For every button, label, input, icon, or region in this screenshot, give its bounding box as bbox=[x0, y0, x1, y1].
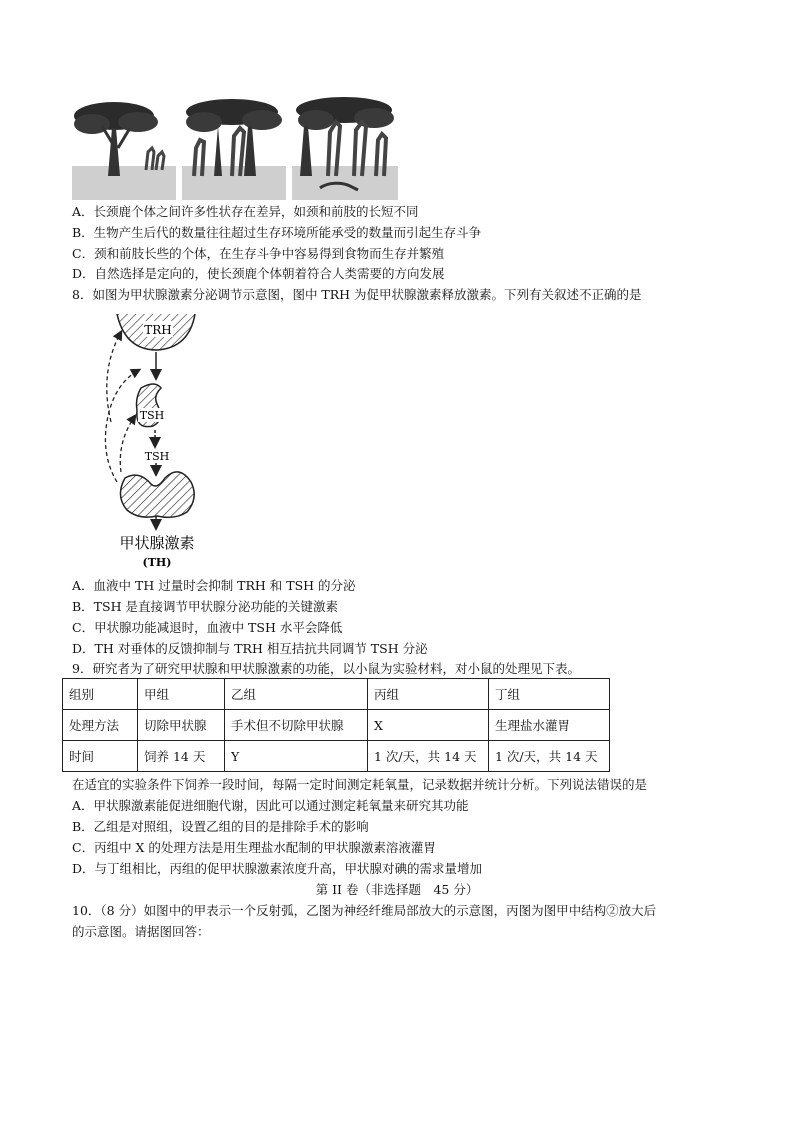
trh-label: TRH bbox=[144, 323, 172, 337]
table-row bbox=[63, 741, 610, 772]
table-cell: 饲养 14 天 bbox=[138, 741, 225, 772]
table-cell: 组别 bbox=[63, 679, 138, 710]
table-cell: 生理盐水灌胃 bbox=[489, 710, 610, 741]
q10-line-1: 10．（8 分）如图中的甲表示一个反射弧，乙图为神经纤维局部放大的示意图，丙图为图甲中结构②放大后 bbox=[72, 903, 657, 918]
table-cell: 丙组 bbox=[368, 679, 489, 710]
q7-option-c: C．颈和前肢长些的个体，在生存斗争中容易得到食物而生存并繁殖 bbox=[72, 246, 445, 261]
giraffe-illustration bbox=[72, 96, 398, 200]
section-title: 第 II 卷（非选择题 45 分） bbox=[315, 882, 479, 897]
q10-line-2: 的示意图。请据图回答： bbox=[72, 924, 210, 939]
table-cell: 处理方法 bbox=[63, 710, 138, 741]
giraffe-panel-2 bbox=[182, 96, 286, 200]
giraffe-panel-1 bbox=[72, 96, 176, 200]
q9-option-a: A．甲状腺激素能促进细胞代谢，因此可以通过测定耗氧量来研究其功能 bbox=[72, 798, 469, 813]
q7-option-b: B．生物产生后代的数量往往超过生存环境所能承受的数量而引起生存斗争 bbox=[72, 225, 482, 240]
table-cell: 甲组 bbox=[138, 679, 225, 710]
q8-option-d: D．TH 对垂体的反馈抑制与 TRH 相互拮抗共同调节 TSH 分泌 bbox=[72, 641, 428, 656]
hormone-label: 甲状腺激素 bbox=[119, 534, 195, 552]
q7-option-a: A．长颈鹿个体之间许多性状存在差异，如颈和前肢的长短不同 bbox=[72, 204, 419, 219]
table-cell: 乙组 bbox=[225, 679, 368, 710]
q9-option-d: D．与丁组相比，丙组的促甲状腺激素浓度升高，甲状腺对碘的需求量增加 bbox=[72, 861, 483, 876]
hormone-abbr-label: (TH) bbox=[142, 556, 172, 569]
q9-after-text: 在适宜的实验条件下饲养一段时间，每隔一定时间测定耗氧量，记录数据并统计分析。下列说法错误的是 bbox=[72, 777, 648, 792]
table-cell: 丁组 bbox=[489, 679, 610, 710]
q8-option-a: A．血液中 TH 过量时会抑制 TRH 和 TSH 的分泌 bbox=[72, 578, 356, 593]
table-cell: 1 次/天，共 14 天 bbox=[489, 741, 610, 772]
q9-option-c: C．丙组中 X 的处理方法是用生理盐水配制的甲状腺激素溶液灌胃 bbox=[72, 840, 436, 855]
thyroid-shape bbox=[120, 472, 194, 517]
table-cell: 切除甲状腺 bbox=[138, 710, 225, 741]
table-row bbox=[63, 710, 610, 741]
q9-option-b: B．乙组是对照组，设置乙组的目的是排除手术的影响 bbox=[72, 819, 369, 834]
table-cell: 手术但不切除甲状腺 bbox=[225, 710, 368, 741]
q9-table bbox=[62, 678, 610, 772]
q7-option-d: D．自然选择是定向的，使长颈鹿个体朝着符合人类需要的方向发展 bbox=[72, 266, 445, 281]
q8-option-b: B．TSH 是直接调节甲状腺分泌功能的关键激素 bbox=[72, 599, 338, 614]
q8-option-c: C．甲状腺功能减退时，血液中 TSH 水平会降低 bbox=[72, 620, 343, 635]
q8-stem: 8．如图为甲状腺激素分泌调节示意图，图中 TRH 为促甲状腺激素释放激素。下列有关叙述不正确的是 bbox=[72, 287, 642, 302]
thyroid-regulation-diagram bbox=[95, 312, 225, 572]
giraffe-panel-3 bbox=[292, 96, 398, 200]
table-cell: X bbox=[368, 710, 489, 741]
tsh-arrow-label: TSH bbox=[144, 450, 170, 463]
table-cell: 1 次/天，共 14 天 bbox=[368, 741, 489, 772]
q9-stem: 9．研究者为了研究甲状腺和甲状腺激素的功能，以小鼠为实验材料，对小鼠的处理见下表。 bbox=[72, 661, 580, 676]
table-cell: 时间 bbox=[63, 741, 138, 772]
tsh-gland-label: TSH bbox=[139, 409, 165, 422]
table-cell: Y bbox=[225, 741, 368, 772]
table-row bbox=[63, 679, 610, 710]
